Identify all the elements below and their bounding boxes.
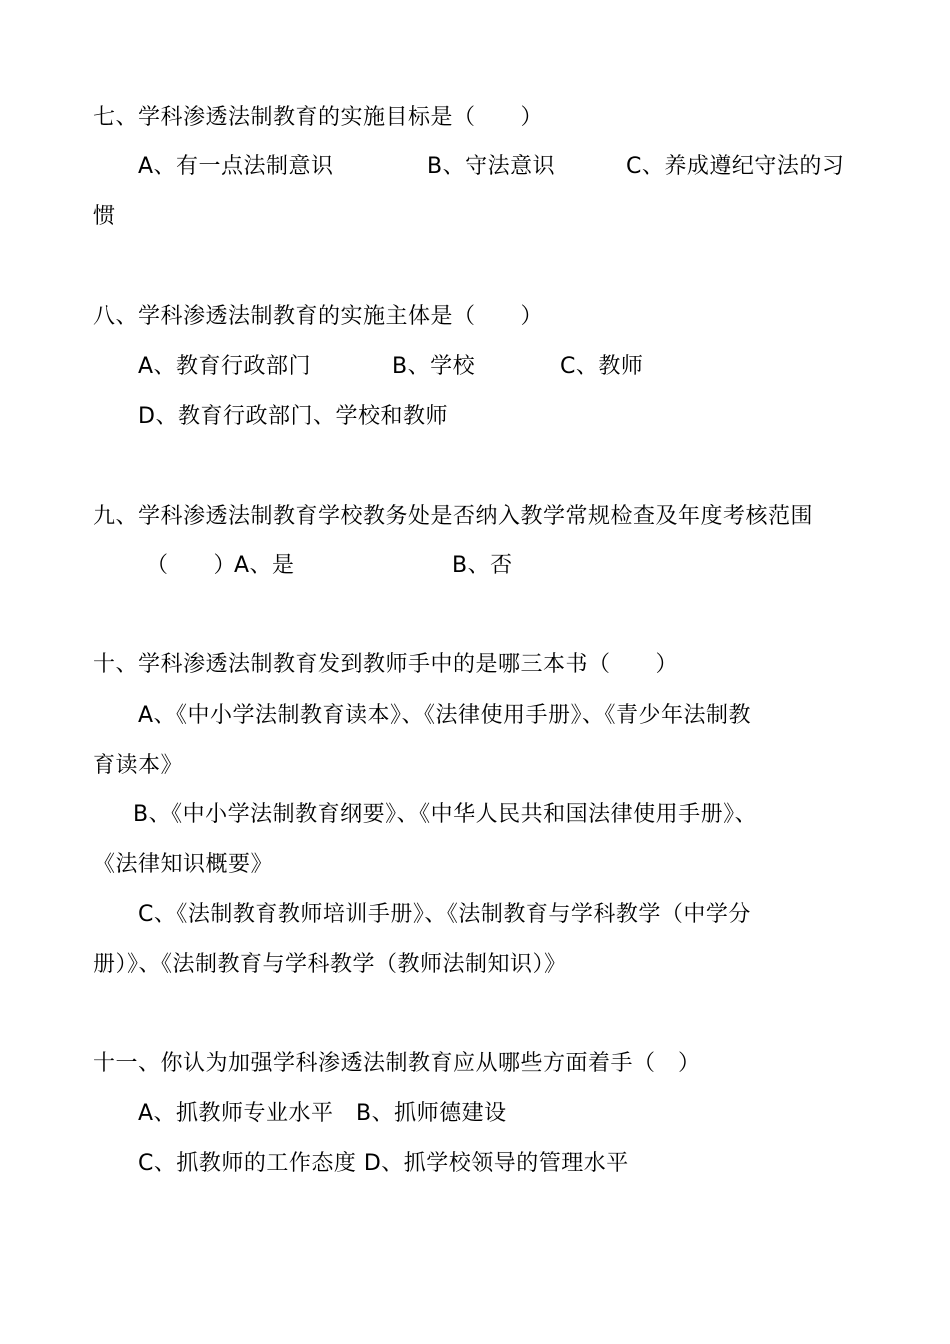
q10-option-a: A、《中小学法制教育读本》、《法律使用手册》、《青少年法制教 <box>138 703 752 728</box>
q7-stem: 七、学科渗透法制教育的实施目标是（ ） <box>93 105 544 130</box>
q11-stem: 十一、你认为加强学科渗透法制教育应从哪些方面着手（ ） <box>93 1051 701 1076</box>
q11-options-ab: A、抓教师专业水平 B、抓师德建设 <box>138 1101 507 1126</box>
q9-stem: 九、学科渗透法制教育学校教务处是否纳入教学常规检查及年度考核范围 <box>93 504 814 529</box>
q10-option-c: C、《法制教育教师培训手册》、《法制教育与学科教学（中学分 <box>138 902 751 927</box>
q11-options-cd: C、抓教师的工作态度 D、抓学校领导的管理水平 <box>138 1151 629 1176</box>
q7-option-c: C、养成遵纪守法的习 <box>626 154 845 179</box>
q10-option-b: B、《中小学法制教育纲要》、《中华人民共和国法律使用手册》、 <box>133 802 758 827</box>
q9-option-a: A、是 <box>234 553 295 578</box>
q10-option-a-continued: 育读本》 <box>93 753 184 778</box>
q8-option-a: A、教育行政部门 <box>138 354 312 379</box>
q7-option-c-continued: 惯 <box>93 204 116 229</box>
q8-option-c: C、教师 <box>560 354 644 379</box>
q10-option-c-continued: 册）》、《法制教育与学科教学（教师法制知识）》 <box>93 952 567 977</box>
q9-answer-blank: （ ） <box>146 553 237 578</box>
q8-option-b: B、学校 <box>392 354 476 379</box>
q8-option-d: D、教育行政部门、学校和教师 <box>138 404 448 429</box>
q9-option-b: B、否 <box>452 553 513 578</box>
q10-stem: 十、学科渗透法制教育发到教师手中的是哪三本书（ ） <box>93 652 679 677</box>
q10-option-b-continued: 《法律知识概要》 <box>93 852 274 877</box>
q7-option-b: B、守法意识 <box>427 154 556 179</box>
q8-stem: 八、学科渗透法制教育的实施主体是（ ） <box>93 304 544 329</box>
q7-option-a: A、有一点法制意识 <box>138 154 334 179</box>
